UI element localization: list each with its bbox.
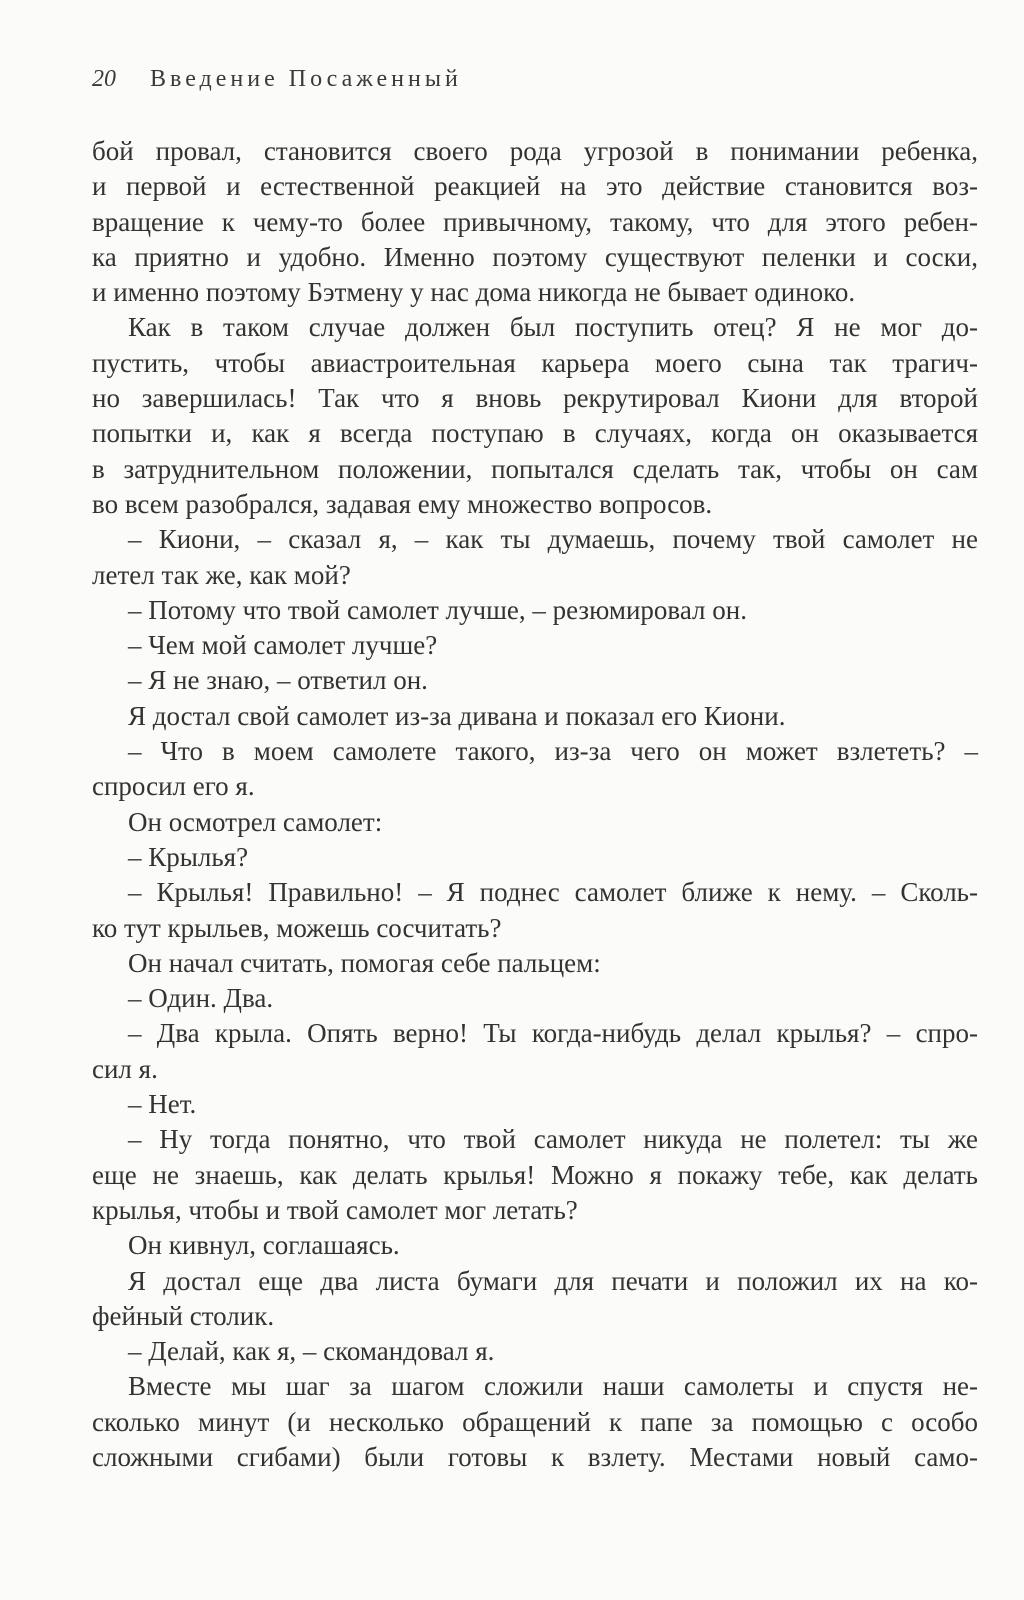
text-line: во всем разобрался, задавая ему множество вопросов.	[92, 488, 713, 519]
text-line: и первой и естественной реакцией на это действие становится воз-	[92, 171, 978, 202]
text-line: – Чем мой самолет лучше?	[128, 630, 438, 661]
text-line: ко тут крыльев, можешь сосчитать?	[92, 912, 502, 943]
text-line: Я достал еще два листа бумаги для печати и положил их на ко-	[128, 1265, 978, 1296]
text-line: и именно поэтому Бэтмену у нас дома никогда не бывает одиноко.	[92, 277, 856, 308]
text-line: – Нет.	[128, 1089, 197, 1120]
text-line: сложными сгибами) были готовы к взлету. Местами новый само-	[92, 1441, 978, 1472]
text-line: Он начал считать, помогая себе пальцем:	[128, 947, 601, 978]
text-line: – Один. Два.	[128, 983, 274, 1014]
text-line: но завершилась! Так что я вновь рекрутировал Киони для второй	[92, 383, 978, 414]
text-line: бой провал, становится своего рода угрозой в понимании ребенка,	[92, 136, 978, 166]
text-line: вращение к чему-то более привычному, такому, что для этого ребен-	[92, 206, 978, 237]
text-line: – Потому что твой самолет лучше, – резюмировал он.	[128, 594, 747, 625]
text-line: в затруднительном положении, попытался сделать так, чтобы он сам	[92, 453, 978, 484]
text-line: Он кивнул, соглашаясь.	[128, 1230, 400, 1261]
text-line: – Крылья! Правильно! – Я поднес самолет ближе к нему. – Сколь-	[128, 877, 978, 908]
text-line: крылья, чтобы и твой самолет мог летать?	[92, 1194, 578, 1225]
text-line: – Делай, как я, – скомандовал я.	[128, 1336, 495, 1367]
page-number: 20	[92, 66, 116, 92]
text-line: пустить, чтобы авиастроительная карьера моего сына так трагич-	[92, 347, 978, 378]
running-head	[92, 66, 462, 93]
text-line: Вместе мы шаг за шагом сложили наши самолеты и спустя не-	[128, 1371, 978, 1402]
text-line: Я достал свой самолет из-за дивана и показал его Киони.	[128, 700, 786, 731]
text-line: – Крылья?	[128, 841, 249, 872]
text-line: – Ну тогда понятно, что твой самолет никуда не полетел: ты же	[128, 1124, 978, 1155]
text-line: попытки и, как я всегда поступаю в случаях, когда он оказывается	[92, 418, 978, 449]
text-line: еще не знаешь, как делать крылья! Можно я покажу тебе, как делать	[92, 1159, 978, 1190]
text-line: Как в таком случае должен был поступить отец? Я не мог до-	[128, 312, 978, 343]
text-line: Он осмотрел самолет:	[128, 806, 383, 837]
text-line: сколько минут (и несколько обращений к папе за помощью с особо	[92, 1406, 978, 1437]
body-text	[92, 134, 978, 1475]
text-line: – Что в моем самолете такого, из-за чего он может взлететь? –	[128, 736, 978, 767]
text-line: – Два крыла. Опять верно! Ты когда-нибудь делал крылья? – спро-	[128, 1018, 978, 1049]
text-line: – Я не знаю, – ответил он.	[128, 665, 428, 696]
running-title: Введение Посаженный	[150, 66, 462, 92]
text-line: – Киони, – сказал я, – как ты думаешь, почему твой самолет не	[128, 524, 978, 555]
text-line: фейный столик.	[92, 1300, 275, 1331]
text-line: летел так же, как мой?	[92, 559, 351, 590]
text-line: сил я.	[92, 1053, 158, 1084]
text-line: ка приятно и удобно. Именно поэтому существуют пеленки и соски,	[92, 241, 978, 272]
text-line: спросил его я.	[92, 771, 255, 802]
